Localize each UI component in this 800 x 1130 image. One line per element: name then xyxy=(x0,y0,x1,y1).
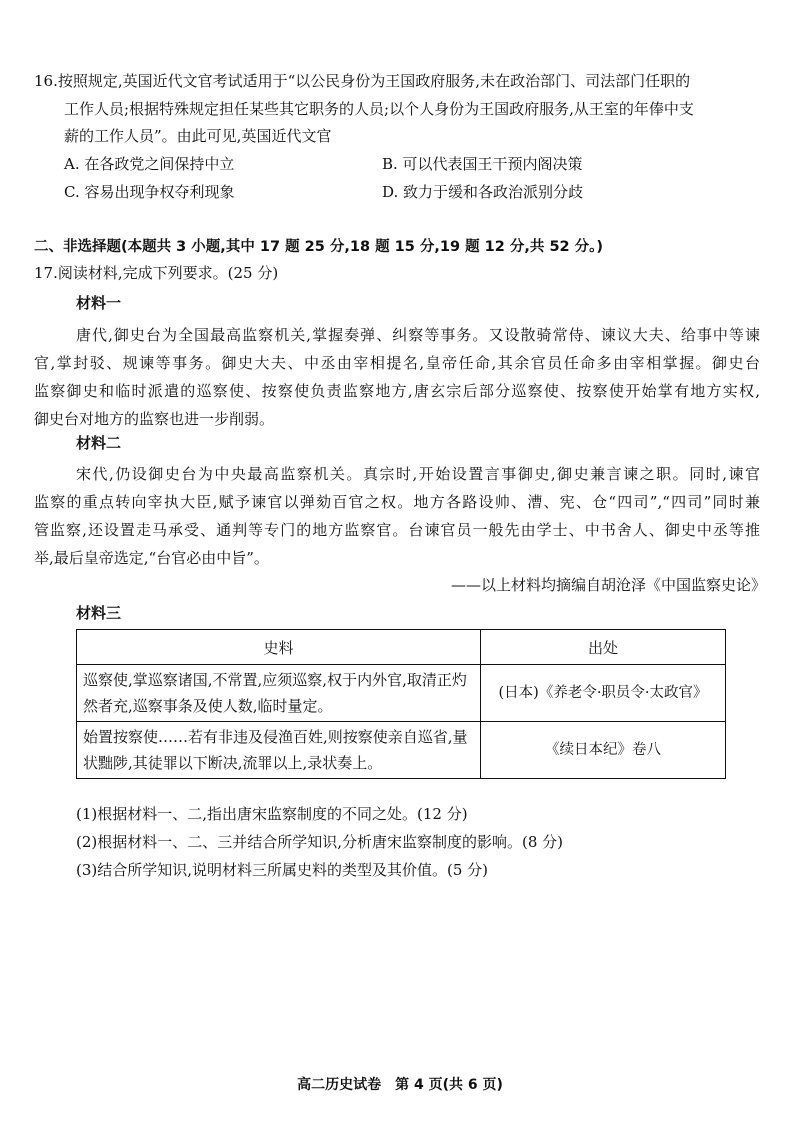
material-3-table xyxy=(76,629,726,779)
table-header-content: 史料 xyxy=(77,630,481,665)
page-footer: 高二历史试卷 第 4 页(共 6 页) xyxy=(297,1077,503,1093)
material-1-line-3: 监察御史和临时派遣的巡察使、按察使负责监察地方,唐玄宗后部分巡察使、按察使开始掌有地方实权, xyxy=(34,382,760,400)
table-cell-content: 巡察使,掌巡察诸国,不常置,应须巡察,权于内外官,取清正灼然者充,巡察事条及使人数,临时量定。 xyxy=(77,665,481,722)
q17-stem: 17.阅读材料,完成下列要求。(25 分) xyxy=(34,264,279,282)
q16-option-a: A. 在各政党之间保持中立 xyxy=(64,155,235,173)
material-2-line-1: 宋代,仍设御史台为中央最高监察机关。真宗时,开始设置言事御史,御史兼言谏之职。同时,谏官 xyxy=(76,465,760,483)
material-1-line-4: 御史台对地方的监察也进一步削弱。 xyxy=(34,410,275,428)
table-cell-source: 《续日本纪》卷八 xyxy=(481,722,726,779)
q16-stem-line-2: 工作人员;根据特殊规定担任某些其它职务的人员;以个人身份为王国政府服务,从王室的年俸中支 xyxy=(64,100,694,118)
table-row xyxy=(77,722,726,779)
q16-option-b: B. 可以代表国王干预内阁决策 xyxy=(382,155,583,173)
material-2-title: 材料二 xyxy=(76,434,122,452)
material-1-line-1: 唐代,御史台为全国最高监察机关,掌握奏弹、纠察等事务。又设散骑常侍、谏议大夫、给事中等谏 xyxy=(76,326,760,344)
material-1-line-2: 官,掌封驳、规谏等事务。御史大夫、中丞由宰相提名,皇帝任命,其余官员任命多由宰相掌握。御史台 xyxy=(34,354,760,372)
sub-question-1: (1)根据材料一、二,指出唐宋监察制度的不同之处。(12 分) xyxy=(76,805,468,823)
sub-question-2: (2)根据材料一、二、三并结合所学知识,分析唐宋监察制度的影响。(8 分) xyxy=(76,833,564,851)
sub-question-3: (3)结合所学知识,说明材料三所属史料的类型及其价值。(5 分) xyxy=(76,861,489,879)
q16-option-d: D. 致力于缓和各政治派别分歧 xyxy=(382,183,584,201)
source-note: ——以上材料均摘编自胡沧泽《中国监察史论》 xyxy=(450,576,766,594)
material-2-line-2: 监察的重点转向宰执大臣,赋予谏官以弹劾百官之权。地方各路设帅、漕、宪、仓“四司”,“四司”同时兼 xyxy=(34,493,760,511)
material-1-title: 材料一 xyxy=(76,294,122,312)
q16-option-c: C. 容易出现争权夺利现象 xyxy=(64,183,235,201)
table-row xyxy=(77,665,726,722)
material-3-title: 材料三 xyxy=(76,604,122,622)
material-2-line-4: 举,最后皇帝选定,“台官必由中旨”。 xyxy=(34,549,269,567)
q16-stem-line-1: 16.按照规定,英国近代文官考试适用于“以公民身份为王国政府服务,未在政治部门、司法部门任职的 xyxy=(34,72,691,90)
table-cell-source: (日本)《养老令·职员令·太政官》 xyxy=(481,665,726,722)
table-cell-content: 始置按察使……若有非违及侵渔百姓,则按察使亲自巡省,量状黜陟,其徒罪以下断决,流罪以上,录状奏上。 xyxy=(77,722,481,779)
table-header-row xyxy=(77,630,726,665)
table-header-source: 出处 xyxy=(481,630,726,665)
q16-stem-line-3: 薪的工作人员”。由此可见,英国近代文官 xyxy=(64,127,332,145)
section-2-heading: 二、非选择题(本题共 3 小题,其中 17 题 25 分,18 题 15 分,19 题 12 分,共 52 分。) xyxy=(34,239,604,255)
material-2-line-3: 管监察,还设置走马承受、通判等专门的地方监察官。台谏官员一般先由学士、中书舍人、御史中丞等推 xyxy=(34,521,760,539)
